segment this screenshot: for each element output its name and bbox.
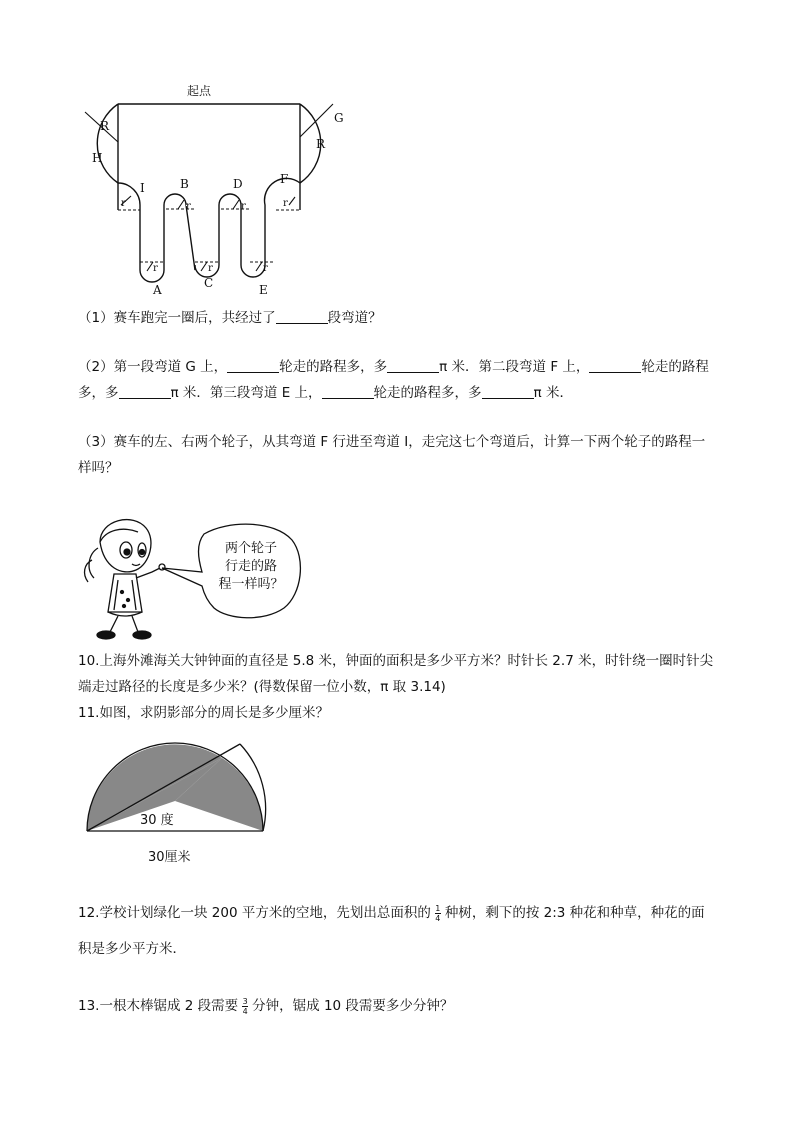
label-A: A <box>153 283 162 297</box>
label-r-D: r <box>241 201 246 212</box>
question-10-line-2: 端走过路径的长度是多少米？(得数保留一位小数，π 取 3.14) <box>78 679 446 695</box>
semicircle-figure <box>80 740 280 875</box>
question-part-1 <box>78 305 382 331</box>
answer-blank[interactable] <box>227 357 279 373</box>
q2-text: π 米．第三段弯道 E 上， <box>170 385 322 401</box>
answer-blank[interactable] <box>322 383 374 399</box>
question-part-3-line-2: 样吗？ <box>78 460 119 476</box>
q2-text: 轮走的路程 <box>641 359 709 375</box>
label-r-I: r <box>121 198 126 209</box>
q2-text: 多，多 <box>78 385 119 401</box>
race-track-figure <box>70 78 360 303</box>
q2-text: 轮走的路程多，多 <box>279 359 388 375</box>
question-11: 11.如图，求阴影部分的周长是多少厘米？ <box>78 705 329 721</box>
q13-text: 分钟，锯成 10 段需要多少分钟？ <box>252 998 454 1014</box>
q2-text: 轮走的路程多，多 <box>373 385 482 401</box>
label-r-A: r <box>153 263 158 274</box>
q2-text: π 米．第二段弯道 F 上， <box>439 359 590 375</box>
fraction-three-quarters <box>242 997 248 1016</box>
bubble-line-1: 两个轮子 <box>224 541 277 556</box>
label-I: I <box>140 181 145 195</box>
q2-text: π 米． <box>533 385 573 401</box>
label-C: C <box>204 276 214 290</box>
track-start-label: 起点 <box>187 84 212 98</box>
label-r-C: r <box>208 263 213 274</box>
bubble-line-2: 行走的路 <box>224 559 277 574</box>
question-12-line-2: 积是多少平方米． <box>78 941 186 957</box>
fraction-numerator: 3 <box>242 996 248 1006</box>
label-r-E: r <box>263 263 268 274</box>
label-r-B: r <box>186 201 191 212</box>
angle-label: 30 度 <box>140 813 174 828</box>
label-big-R-left: R <box>100 119 110 133</box>
answer-blank[interactable] <box>589 357 641 373</box>
q12-text: 种树，剩下的按 2:3 种花和种草，种花的面 <box>444 905 705 921</box>
q1-text-pre: （1）赛车跑完一圈后，共经过了 <box>78 310 276 326</box>
question-part-3-line-1: （3）赛车的左、右两个轮子，从其弯道 F 行进至弯道 I，走完这七个弯道后，计算一下两个轮子的路程一 <box>78 434 706 450</box>
answer-blank[interactable] <box>482 383 534 399</box>
question-12-line-1 <box>78 900 705 926</box>
label-big-R-right: R <box>316 137 326 151</box>
label-B: B <box>180 177 189 191</box>
answer-blank[interactable] <box>119 383 171 399</box>
answer-blank[interactable] <box>387 357 439 373</box>
base-length-label: 30厘米 <box>148 850 191 865</box>
label-r-F: r <box>283 198 288 209</box>
label-G: G <box>334 111 344 125</box>
q13-text: 13.一根木棒锯成 2 段需要 <box>78 998 239 1014</box>
question-part-2-line-2 <box>78 380 573 406</box>
fraction-numerator: 1 <box>435 903 441 913</box>
label-D: D <box>233 177 243 191</box>
fraction-one-quarter <box>435 904 441 923</box>
label-E: E <box>259 283 268 297</box>
fraction-denominator: 4 <box>242 1006 248 1016</box>
question-13 <box>78 993 453 1019</box>
q12-text: 12.学校计划绿化一块 200 平方米的空地，先划出总面积的 <box>78 905 431 921</box>
q1-text-post: 段弯道？ <box>327 310 382 326</box>
label-H: H <box>92 151 103 165</box>
speech-bubble-text <box>206 540 296 594</box>
question-part-2-line-1 <box>78 354 709 380</box>
bubble-line-3: 程一样吗？ <box>218 577 284 592</box>
label-F: F <box>280 172 289 186</box>
girl-illustration <box>78 512 318 647</box>
fraction-denominator: 4 <box>435 913 441 923</box>
q2-text: （2）第一段弯道 G 上， <box>78 359 228 375</box>
race-track-diagram <box>70 78 360 303</box>
answer-blank[interactable] <box>276 308 328 324</box>
question-10-line-1: 10.上海外滩海关大钟钟面的直径是 5.8 米，钟面的面积是多少平方米？时针长 2.7 米，时针绕一圈时针尖 <box>78 653 714 669</box>
